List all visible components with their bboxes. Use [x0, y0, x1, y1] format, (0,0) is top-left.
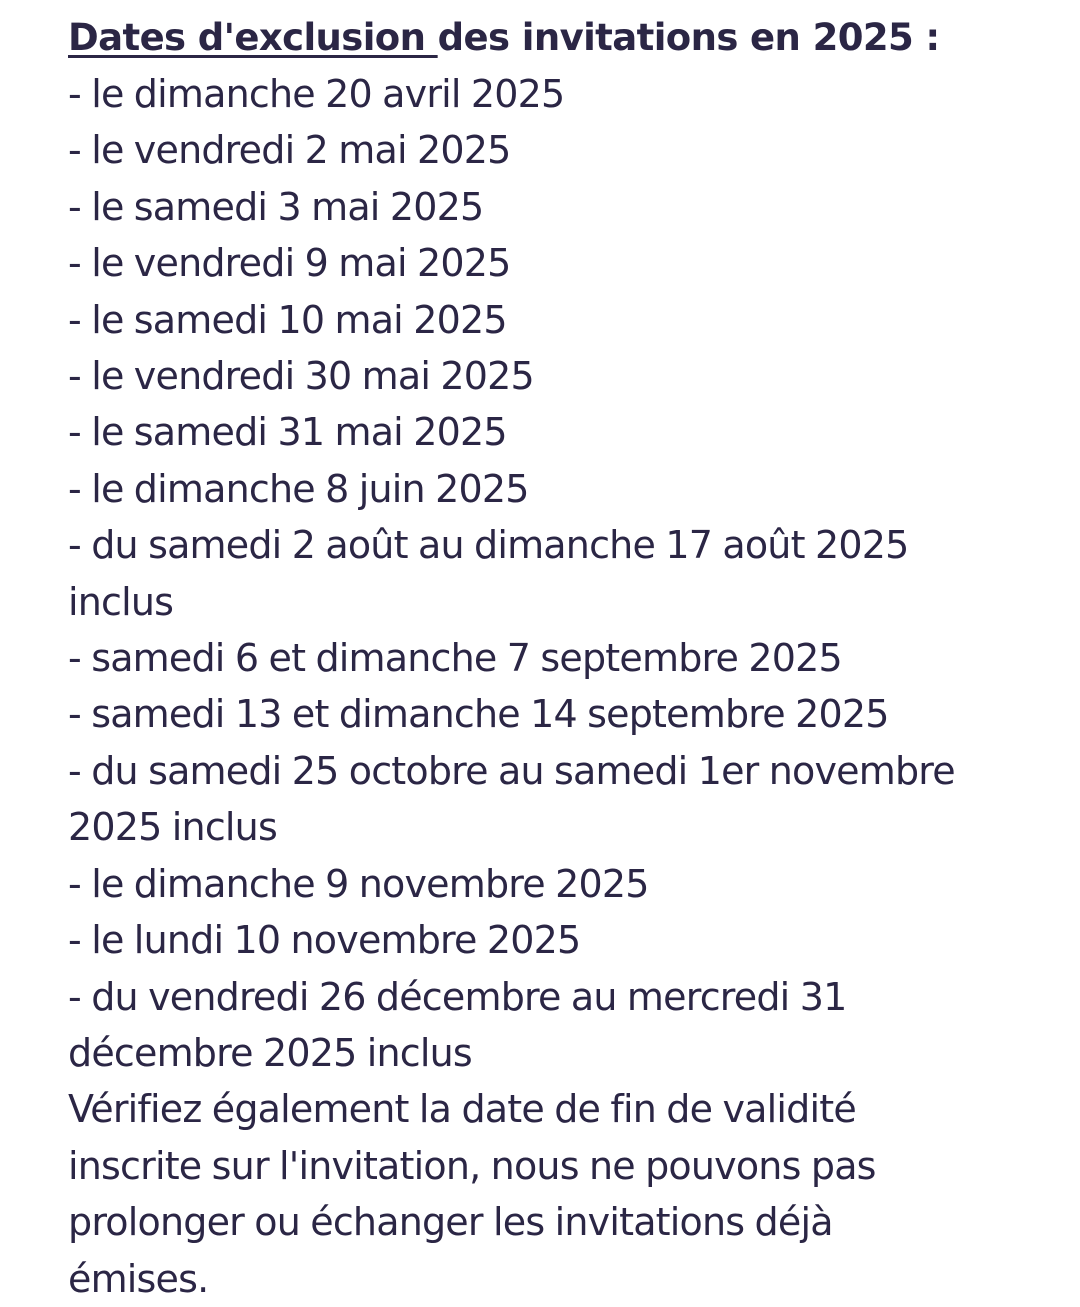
- list-item: - le dimanche 8 juin 2025: [68, 466, 529, 511]
- list-item: - le dimanche 20 avril 2025: [68, 72, 565, 116]
- list-item: - le vendredi 2 mai 2025: [68, 128, 511, 173]
- list-item: - du samedi 2 août au dimanche 17 août 2025 inclus: [68, 523, 909, 624]
- list-item: - le dimanche 9 novembre 2025: [68, 861, 649, 906]
- list-item: - samedi 6 et dimanche 7 septembre 2025: [68, 636, 842, 681]
- heading-rest-text: des invitations en 2025 :: [437, 16, 940, 59]
- section-heading: [68, 10, 1058, 66]
- list-item: - le samedi 3 mai 2025: [68, 184, 484, 229]
- validity-note: Vérifiez également la date de fin de validité inscrite sur l'invitation, nous ne pouvons pas prolonger ou échanger les invitations déjà émises.: [68, 1087, 876, 1301]
- exclusion-dates-list: [68, 66, 1058, 1081]
- list-item: - le vendredi 9 mai 2025: [68, 241, 511, 286]
- list-item: - le vendredi 30 mai 2025: [68, 354, 534, 399]
- heading-underlined-text: Dates d'exclusion: [68, 16, 438, 59]
- list-item: - le samedi 10 mai 2025: [68, 297, 507, 342]
- list-item: - samedi 13 et dimanche 14 septembre 2025: [68, 692, 889, 737]
- list-item: - du samedi 25 octobre au samedi 1er novembre 2025 inclus: [68, 748, 955, 850]
- list-item: - le samedi 31 mai 2025: [68, 410, 507, 455]
- document-body: [68, 10, 1058, 1307]
- list-item: - le lundi 10 novembre 2025: [68, 918, 581, 963]
- list-item: - du vendredi 26 décembre au mercredi 31 décembre 2025 inclus: [68, 974, 847, 1075]
